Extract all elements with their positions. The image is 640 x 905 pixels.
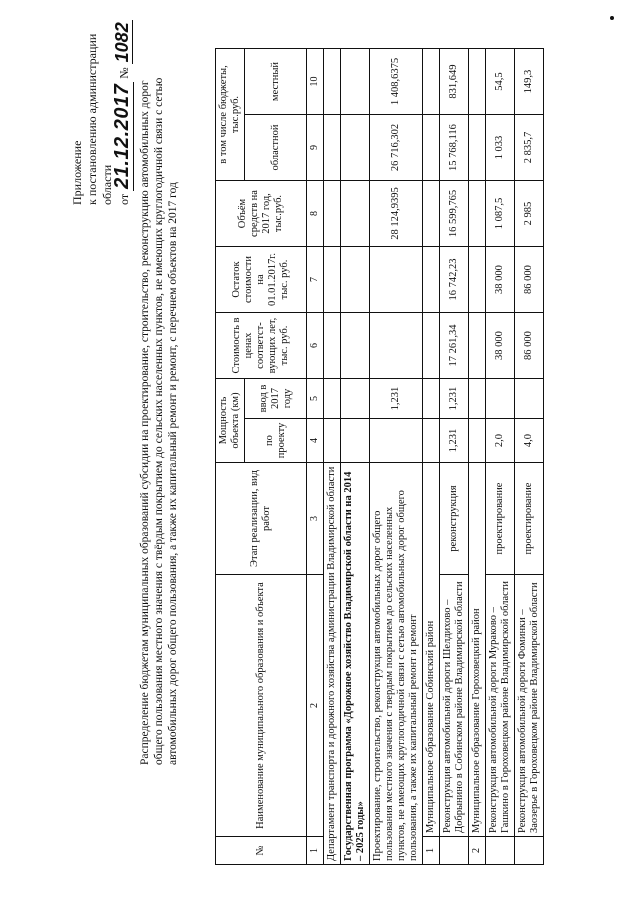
appendix-line2: к постановлению администрации области (85, 33, 114, 205)
obj1-local: 831,649 (440, 49, 469, 115)
col-num-5: 5 (307, 379, 324, 419)
header-regional: областной (245, 115, 307, 181)
mo2-no: 2 (469, 837, 486, 865)
col-num-8: 8 (307, 181, 324, 247)
header-cost: Стоимость в ценах соответст-вующих лет, тыс. руб. (216, 313, 307, 379)
col-num-10: 10 (307, 49, 324, 115)
obj3-local: 149,3 (515, 49, 544, 115)
header-incl: в том числе бюджеты, тыс.руб. (216, 49, 245, 181)
obj2-regional: 1 033 (486, 115, 515, 181)
obj3-cap-project: 4,0 (515, 419, 544, 463)
mo2-row (469, 49, 486, 865)
appendix-line1: Приложение (70, 140, 84, 205)
header-row-1 (216, 49, 245, 865)
number-prefix: № (117, 67, 131, 79)
design-cap-2017: 1,231 (370, 379, 423, 419)
decree-date: 21.12.2017 (111, 83, 133, 189)
obj3-row (515, 49, 544, 865)
header-cap-2017: ввод в 2017 году (245, 379, 307, 419)
col-num-2: 2 (307, 575, 324, 837)
obj3-stage: проектирование (515, 463, 544, 575)
obj1-cap-project: 1,231 (440, 419, 469, 463)
col-num-6: 6 (307, 313, 324, 379)
design-row (370, 49, 423, 865)
col-num-9: 9 (307, 115, 324, 181)
dept-row (324, 49, 341, 865)
appendix-date-line (111, 0, 133, 205)
obj1-stage: реконструкция (440, 463, 469, 575)
design-name: Проектирование, строительство, реконструкция автомобильных дорог общего пользования местного значения с твердым покрытием до сельских населенных пунктов, не имеющих круглогодичной связи с сетью автомобильных дорог общего пользования, а также их капитальный ремонт и ремонт (370, 463, 423, 865)
dept-name: Департамент транспорта и дорожного хозяйства администрации Владимирской области (324, 463, 341, 865)
obj1-cost: 17 261,34 (440, 313, 469, 379)
mo1-row (423, 49, 440, 865)
obj3-regional: 2 835,7 (515, 115, 544, 181)
program-row (341, 49, 370, 865)
col-num-3: 3 (307, 463, 324, 575)
obj2-name: Реконструкция автомобильной дороги Мураково – Гашкино в Гороховецком районе Владимирской области (486, 575, 515, 837)
header-name: Наименование муниципального образования и объекта (216, 575, 307, 837)
column-numbers-row (307, 49, 324, 865)
obj1-volume: 16 599,765 (440, 181, 469, 247)
obj2-cost: 38 000 (486, 313, 515, 379)
obj2-row (486, 49, 515, 865)
obj2-volume: 1 087,5 (486, 181, 515, 247)
design-volume: 28 124,9395 (370, 181, 423, 247)
header-no: № (216, 837, 307, 865)
header-stage: Этап реализации, вид работ (216, 463, 307, 575)
col-num-7: 7 (307, 247, 324, 313)
allocation-table (215, 48, 544, 865)
obj3-volume: 2 985 (515, 181, 544, 247)
obj3-remaining: 86 000 (515, 247, 544, 313)
document-title: Распределение бюджетам муниципальных образований субсидии на проектирование, строительство, реконструкцию автомобильных дорог общего пользования местного значения с твёрдым покрытием до сельских населенных пунктов, не имеющих круглогодичной связи с сетью автомобильных дорог общего пользования, а также их капитальный ремонт и ремонт, с перечнем объектов на 2017 год (139, 77, 179, 765)
mo2-name: Муниципальное образование Гороховецкий район (469, 463, 486, 837)
program-name: Государственная программа «Дорожное хозяйство Владимирской области на 2014 – 2025 годы» (341, 463, 370, 865)
header-cap-project: по проекту (245, 419, 307, 463)
obj1-cap-2017: 1,231 (440, 379, 469, 419)
mo1-no: 1 (423, 837, 440, 865)
date-prefix: от (117, 193, 131, 205)
appendix-block (70, 0, 132, 205)
header-remaining: Остаток стоимости на 01.01.2017г. тыс. руб. (216, 247, 307, 313)
obj2-cap-project: 2,0 (486, 419, 515, 463)
design-regional: 26 716,302 (370, 115, 423, 181)
col-num-4: 4 (307, 419, 324, 463)
obj1-row (440, 49, 469, 865)
obj3-name: Реконструкция автомобильной дороги Фоминки – Заозерье в Гороховецком районе Владимирской области (515, 575, 544, 837)
header-capacity: Мощность объекта (км) (216, 379, 245, 463)
obj1-name: Реконструкция автомобильной дороги Шелдихово – Добрынино в Собинском районе Владимирской области (440, 575, 469, 837)
decree-number: 1082 (112, 22, 132, 63)
obj2-local: 54,5 (486, 49, 515, 115)
obj2-stage: проектирование (486, 463, 515, 575)
design-local: 1 408,6375 (370, 49, 423, 115)
col-num-1: 1 (307, 837, 324, 865)
obj1-regional: 15 768,116 (440, 115, 469, 181)
header-local: местный (245, 49, 307, 115)
obj3-cost: 86 000 (515, 313, 544, 379)
obj1-remaining: 16 742,23 (440, 247, 469, 313)
header-volume: Объём средств на 2017 год, тыс.руб. (216, 181, 307, 247)
mo1-name: Муниципальное образование Собинский район (423, 463, 440, 837)
obj2-remaining: 38 000 (486, 247, 515, 313)
